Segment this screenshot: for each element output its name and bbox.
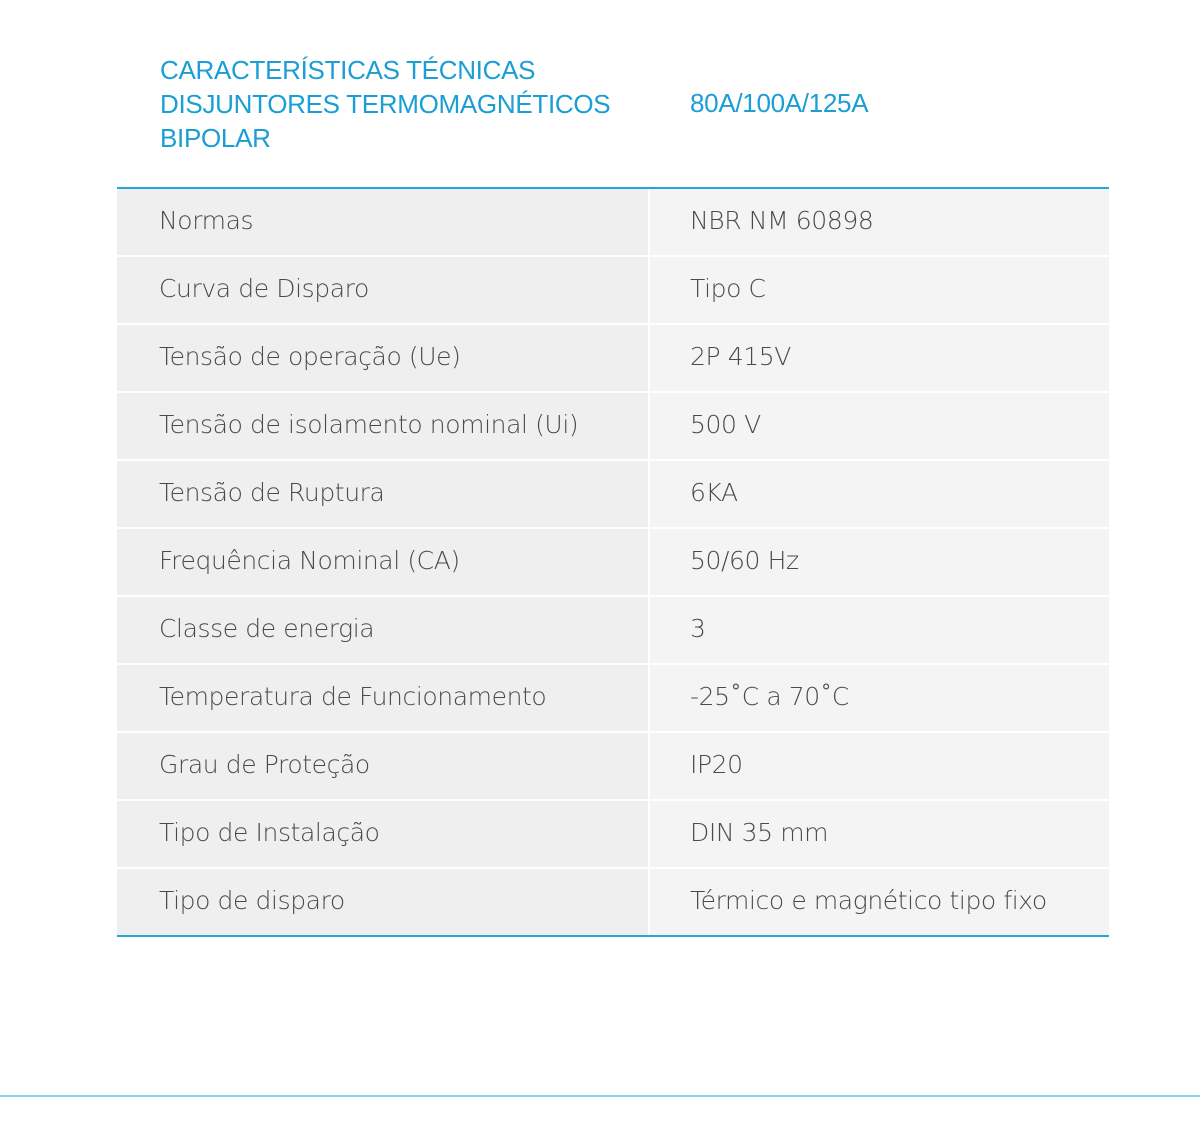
title-line: DISJUNTORES TERMOMAGNÉTICOS [160,89,611,119]
title-line: CARACTERÍSTICAS TÉCNICAS [160,55,536,85]
row-value-cell [650,393,1109,459]
row-label: Tensão de Ruptura [159,477,385,507]
table-row [117,733,1109,801]
table-row [117,529,1109,597]
row-value: Térmico e magnético tipo fixo [690,885,1047,915]
row-value-cell [650,325,1109,391]
row-label-cell [117,801,648,867]
row-label-cell [117,257,648,323]
row-value-cell [650,665,1109,731]
row-value-cell [650,257,1109,323]
row-value-cell [650,869,1109,935]
row-label: Tipo de disparo [159,885,345,915]
row-value: Tipo C [690,273,766,303]
row-value-cell [650,461,1109,527]
row-value: 3 [690,613,706,643]
row-value-cell [650,529,1109,595]
row-value-cell [650,801,1109,867]
row-label-cell [117,597,648,663]
row-label: Temperatura de Funcionamento [159,681,547,711]
row-label: Tensão de isolamento nominal (Ui) [159,409,579,439]
table-row [117,869,1109,935]
row-label: Grau de Proteção [159,749,370,779]
table-row [117,597,1109,665]
row-value: NBR NM 60898 [690,205,874,235]
row-value: DIN 35 mm [690,817,829,847]
row-label: Normas [159,205,254,235]
row-value: 500 V [690,409,761,439]
row-label-cell [117,733,648,799]
row-label: Classe de energia [159,613,375,643]
row-label: Frequência Nominal (CA) [159,545,460,575]
row-label-cell [117,529,648,595]
row-label-cell [117,461,648,527]
row-value: IP20 [690,749,743,779]
spec-sheet-title [160,53,680,155]
amperage-range: 80A/100A/125A [690,88,869,118]
row-value: 6KA [690,477,738,507]
row-value-cell [650,733,1109,799]
row-label: Tensão de operação (Ue) [159,341,461,371]
table-row [117,665,1109,733]
table-row [117,393,1109,461]
row-label-cell [117,393,648,459]
table-row [117,189,1109,257]
row-value: 50/60 Hz [690,545,799,575]
row-label-cell [117,189,648,255]
row-value-cell [650,189,1109,255]
row-label-cell [117,325,648,391]
row-value: 2P 415V [690,341,791,371]
row-value-cell [650,597,1109,663]
specifications-table [117,187,1109,937]
bottom-divider [0,1095,1200,1097]
table-row [117,325,1109,393]
row-label: Tipo de Instalação [159,817,380,847]
row-label-cell [117,665,648,731]
table-row [117,461,1109,529]
title-line: BIPOLAR [160,123,271,153]
row-label-cell [117,869,648,935]
row-value: -25˚C a 70˚C [690,681,849,711]
table-row [117,257,1109,325]
table-row [117,801,1109,869]
row-label: Curva de Disparo [159,273,369,303]
